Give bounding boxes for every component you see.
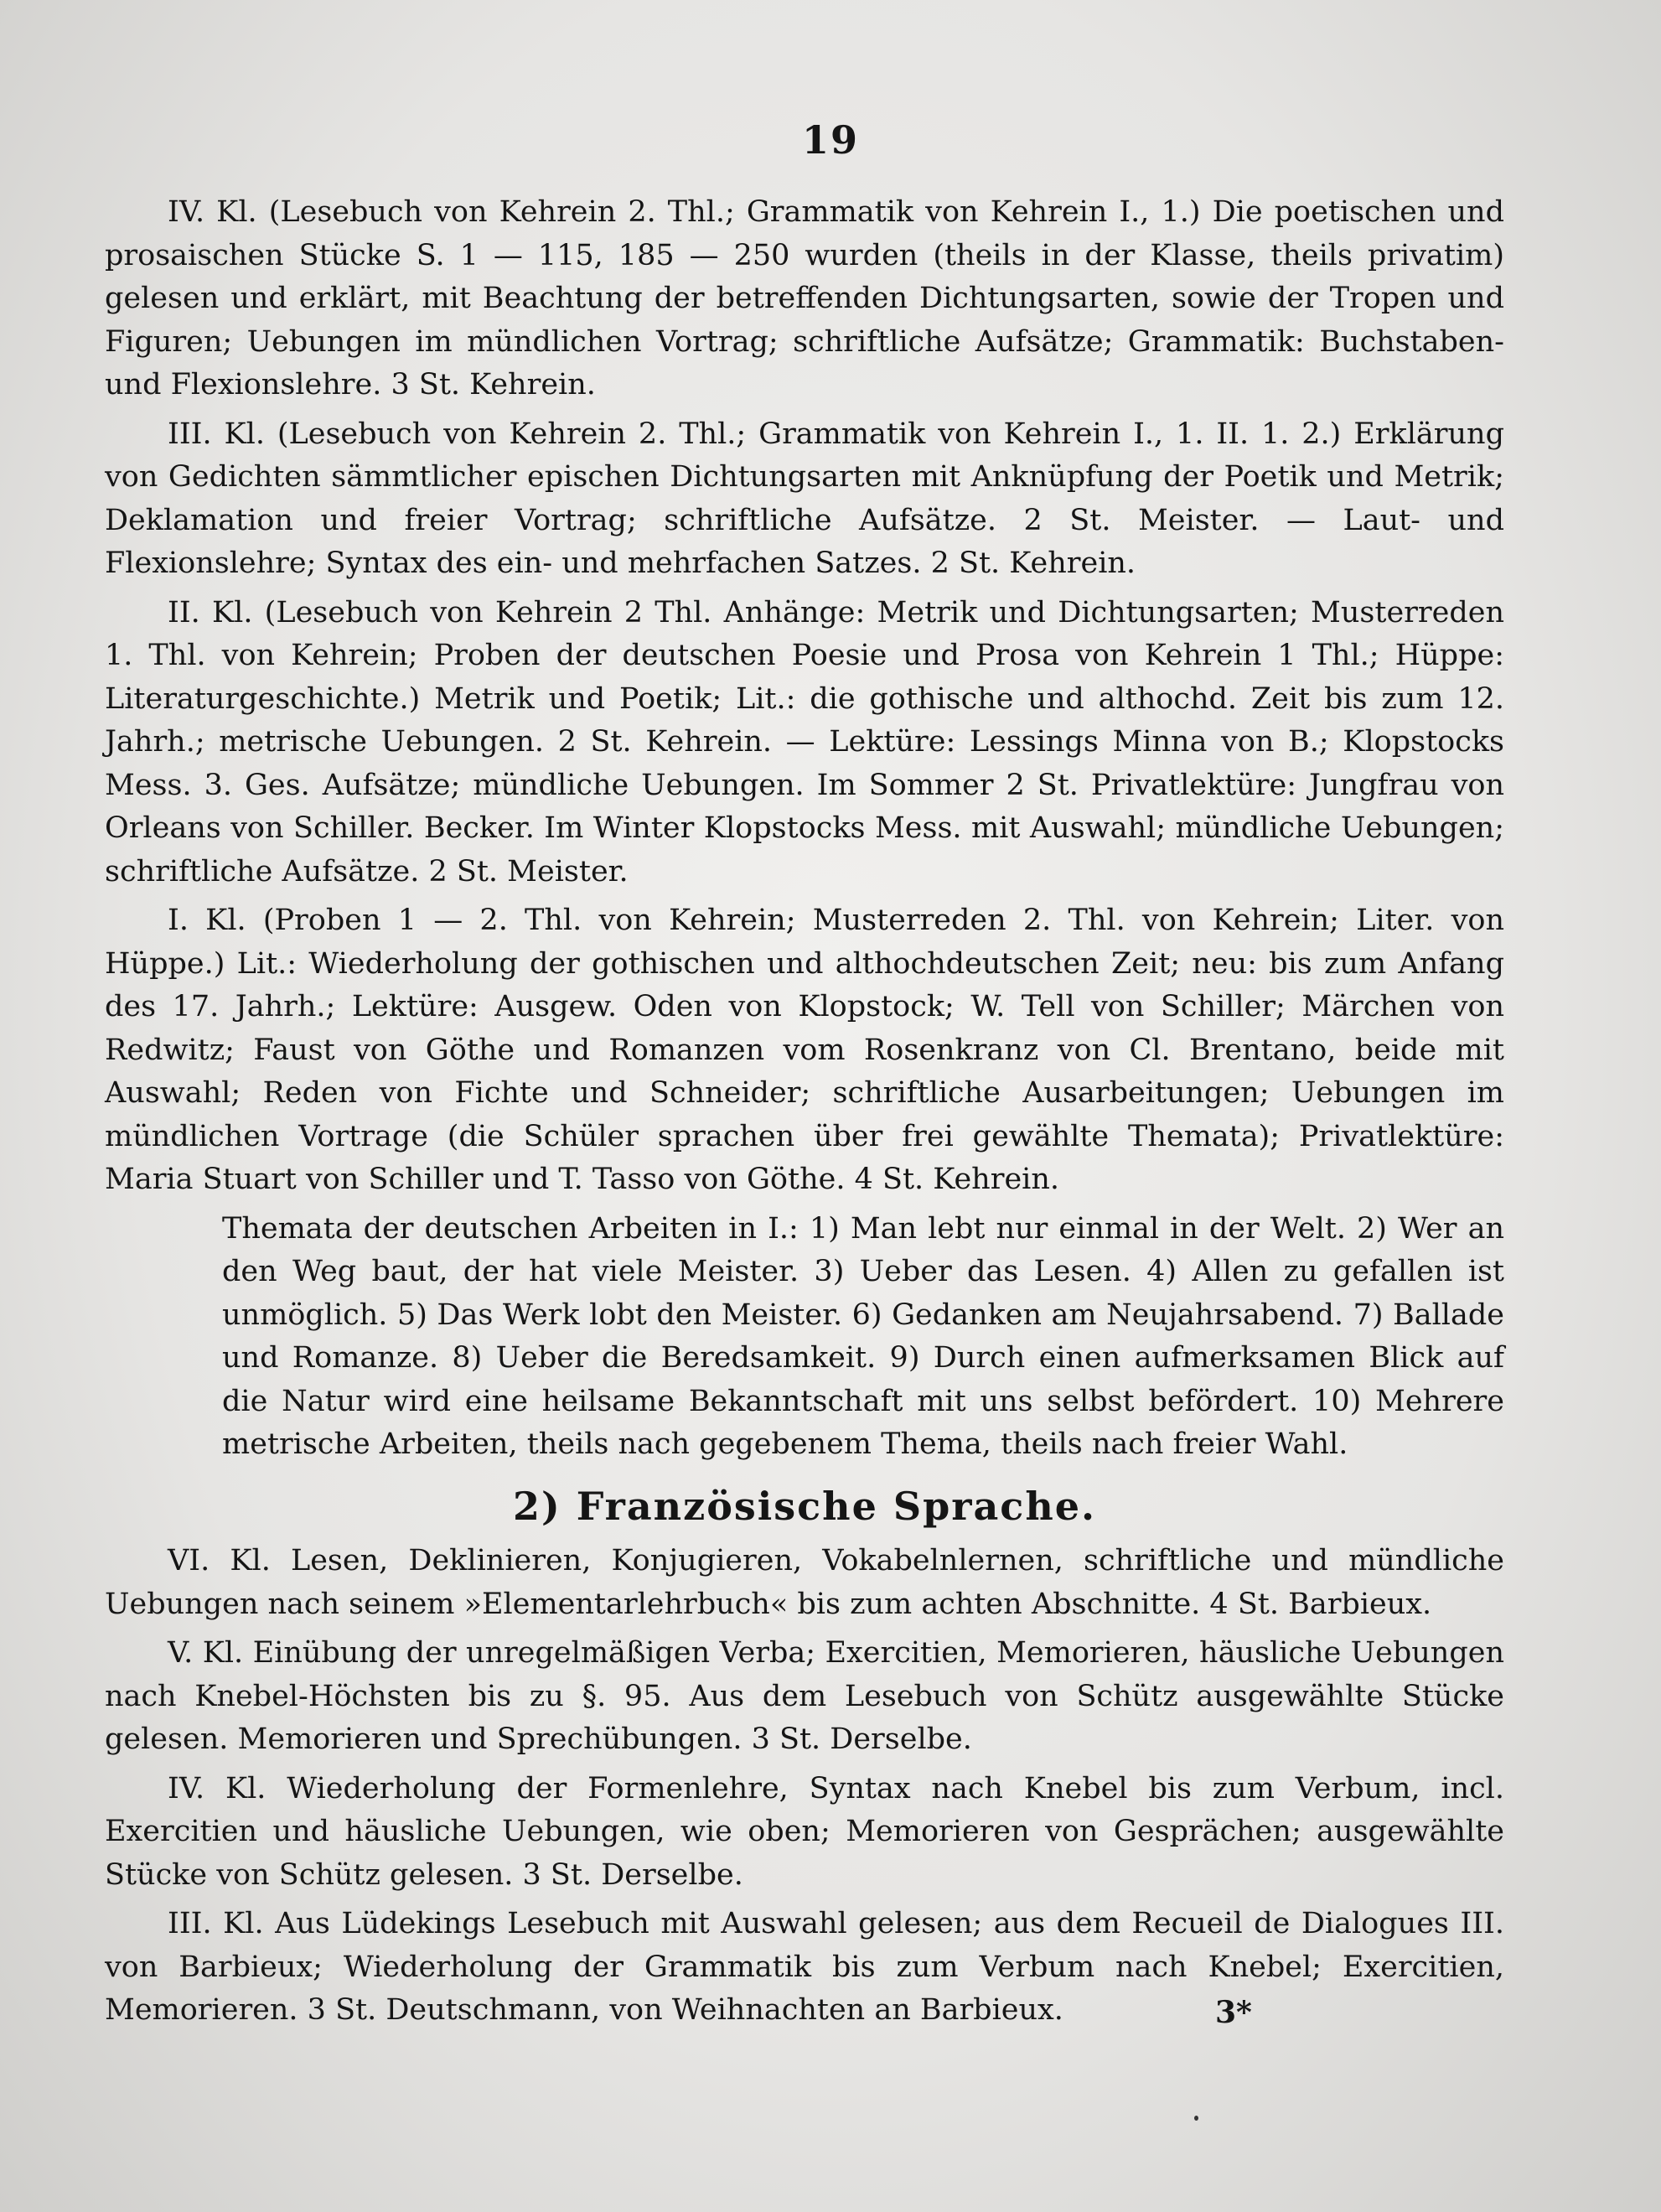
- page-number: 19: [801, 117, 859, 163]
- ink-speck: [1194, 2116, 1198, 2121]
- paragraph-iv-kl: IV. Kl. (Lesebuch von Kehrein 2. Thl.; Grammatik von Kehrein I., 1.) Die poetischen und prosaischen Stücke S. 1 — 115, 185 — 250 wurden (theils in der Klasse, theils privatim) gelesen und erklärt, mit Beachtung der betreffenden Dichtungsarten, sowie der Tropen und Figuren; Uebungen im mündlichen Vortrag; schriftliche Aufsätze; Grammatik: Buchstaben- und Flexionslehre. 3 St. Kehrein.: [105, 195, 1504, 401]
- french-paragraph-vi-kl: VI. Kl. Lesen, Deklinieren, Konjugieren, Vokabelnlernen, schriftliche und mündliche Uebungen nach seinem »Elementarlehrbuch« bis zum achten Abschnitte. 4 St. Barbieux.: [105, 1544, 1504, 1621]
- paragraph-ii-kl: II. Kl. (Lesebuch von Kehrein 2 Thl. Anhänge: Metrik und Dichtungsarten; Musterreden 1. Thl. von Kehrein; Proben der deutschen Poesie und Prosa von Kehrein 1 Thl.; Hüppe: Literaturgeschichte.) Metrik und Poetik; Lit.: die gothische und althochd. Zeit bis zum 12. Jahrh.; metrische Uebungen. 2 St. Kehrein. — Lektüre: Lessings Minna von B.; Klopstocks Mess. 3. Ges. Aufsätze; mündliche Uebungen. Im Sommer 2 St. Privatlektüre: Jungfrau von Orleans von Schiller. Becker. Im Winter Klopstocks Mess. mit Auswahl; mündliche Uebungen; schriftliche Aufsätze. 2 St. Meister.: [105, 595, 1504, 888]
- french-paragraph-v-kl: V. Kl. Einübung der unregelmäßigen Verba; Exercitien, Memorieren, häusliche Uebungen nach Knebel-Höchsten bis zu §. 95. Aus dem Lesebuch von Schütz ausgewählte Stücke gelesen. Memorieren und Sprechübungen. 3 St. Derselbe.: [105, 1636, 1504, 1756]
- signature-mark: 3*: [1215, 1995, 1252, 2030]
- french-paragraph-iii-kl: III. Kl. Aus Lüdekings Lesebuch mit Auswahl gelesen; aus dem Recueil de Dialogues III. von Barbieux; Wiederholung der Grammatik bis zum Verbum nach Knebel; Exercitien, Memorieren. 3 St. Deutschmann, von Weihnachten an Barbieux.: [105, 1907, 1504, 2027]
- paragraph-iii-kl: III. Kl. (Lesebuch von Kehrein 2. Thl.; Grammatik von Kehrein I., 1. II. 1. 2.) Erklärung von Gedichten sämmtlicher epischen Dichtungsarten mit Anknüpfung der Poetik und Metrik; Deklamation und freier Vortrag; schriftliche Aufsätze. 2 St. Meister. — Laut- und Flexionslehre; Syntax des ein- und mehrfachen Satzes. 2 St. Kehrein.: [105, 417, 1504, 580]
- paragraph-i-kl: I. Kl. (Proben 1 — 2. Thl. von Kehrein; Musterreden 2. Thl. von Kehrein; Liter. von Hüppe.) Lit.: Wiederholung der gothischen und althochdeutschen Zeit; neu: bis zum Anfang des 17. Jahrh.; Lektüre: Ausgew. Oden von Klopstock; W. Tell von Schiller; Märchen von Redwitz; Faust von Göthe und Romanzen vom Rosenkranz von Cl. Brentano, beide mit Auswahl; Reden von Fichte und Schneider; schriftliche Ausarbeitungen; Uebungen im mündlichen Vortrage (die Schüler sprachen über frei gewählte Themata); Privatlektüre: Maria Stuart von Schiller und T. Tasso von Göthe. 4 St. Kehrein.: [105, 904, 1504, 1196]
- section-heading: 2) Französische Sprache.: [512, 1483, 1097, 1529]
- body-text: [105, 191, 1504, 2038]
- french-paragraph-iv-kl: IV. Kl. Wiederholung der Formenlehre, Syntax nach Knebel bis zum Verbum, incl. Exercitien und häusliche Uebungen, wie oben; Memorieren von Gesprächen; ausgewählte Stücke von Schütz gelesen. 3 St. Derselbe.: [105, 1771, 1504, 1892]
- themata-paragraph: Themata der deutschen Arbeiten in I.: 1) Man lebt nur einmal in der Welt. 2) Wer an den Weg baut, der hat viele Meister. 3) Ueber das Lesen. 4) Allen zu gefallen ist unmöglich. 5) Das Werk lobt den Meister. 6) Gedanken am Neujahrsabend. 7) Ballade und Romanze. 8) Ueber die Beredsamkeit. 9) Durch einen aufmerksamen Blick auf die Natur wird eine heilsame Bekanntschaft mit uns selbst befördert. 10) Mehrere metrische Arbeiten, theils nach gegebenem Thema, theils nach freier Wahl.: [222, 1211, 1504, 1461]
